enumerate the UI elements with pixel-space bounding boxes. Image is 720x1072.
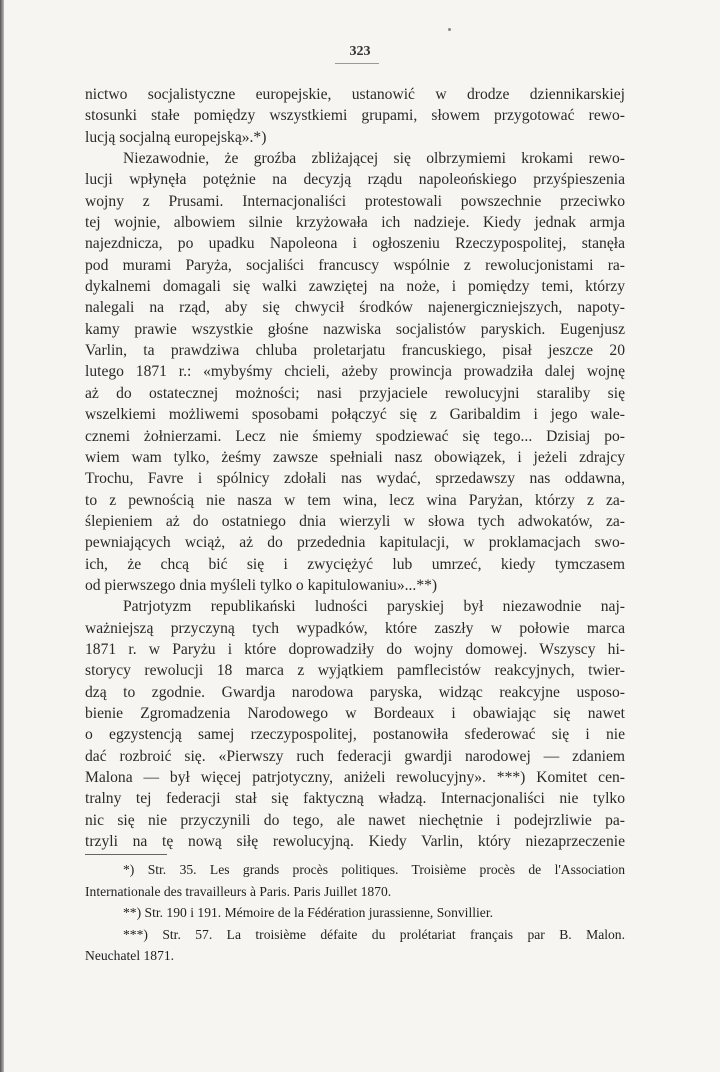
footnote-rule bbox=[85, 854, 167, 855]
text-line: tralny tej federacji stał się faktyczną władzą. Internacjonaliści nie tylko bbox=[85, 790, 625, 808]
text-line: bienie Zgromadzenia Narodowego w Bordeaux i obawiając się nawet bbox=[85, 704, 625, 722]
page-edge-shadow bbox=[0, 0, 4, 1072]
print-speck bbox=[448, 28, 451, 31]
text-line: aż do ostatecznej możności; nasi przyjaciele rewolucyjni staraliby się bbox=[85, 384, 625, 402]
text-line: stosunki stałe pomiędzy wszystkiemi grupami, słowem przygotować rewo- bbox=[85, 107, 625, 125]
text-line: Trochu, Favre i spólnicy zdołali nas wydać, sprzedawszy nas oddawna, bbox=[85, 470, 625, 488]
text-line: trzyli na tę nową siłę rewolucyjną. Kiedy Varlin, który niezaprzeczenie bbox=[85, 833, 625, 851]
text-line: wojny z Prusami. Internacjonaliści protestowali powszechnie przeciwko bbox=[85, 192, 625, 210]
text-line: Niezawodnie, że groźba zbliżającej się olbrzymiemi krokami rewo- bbox=[123, 150, 625, 168]
footnote-line: *) Str. 35. Les grands procès politiques. Troisième procès de l'Association bbox=[123, 862, 625, 877]
text-line: Malona — był więcej patrjotyczny, aniżeli rewolucyjny». ***) Komitet cen- bbox=[85, 769, 625, 786]
text-line: lucji wpłynęła potężnie na decyzją rządu napoleońskiego przyśpieszenia bbox=[85, 171, 625, 189]
footnote-line: ***) Str. 57. La troisième défaite du prolétariat français par B. Malon. bbox=[123, 926, 625, 942]
text-line: pod murami Paryża, socjaliści francuscy wspólnie z rewolucjonistami ra- bbox=[85, 256, 625, 274]
page-number-rule bbox=[335, 63, 379, 64]
text-line: dzą to zgodnie. Gwardja narodowa paryska, widząc reakcyjne usposo- bbox=[85, 683, 625, 701]
text-line: o egzystencją samej rzeczypospolitej, postanowiła sfederować się i nie bbox=[85, 726, 625, 744]
text-line: ważniejszą przyczyną tych wypadków, które zaszły w połowie marca bbox=[85, 619, 625, 637]
text-line: 1871 r. w Paryżu i które doprowadziły do wojny domowej. Wszyscy hi- bbox=[85, 640, 625, 658]
text-line: wszelkiemi możliwemi sposobami połączyć się z Garibaldim i jego wale- bbox=[85, 406, 625, 424]
text-line: wiem wam tylko, żeśmy zawsze spełniali nasz obowiązek, i jeżeli zdrajcy bbox=[85, 448, 625, 466]
text-line: od pierwszego dnia myśleli tylko o kapitulowaniu»...**) bbox=[85, 576, 438, 594]
footnote-line: Neuchatel 1871. bbox=[85, 948, 175, 963]
text-line: lutego 1871 r.: «mybyśmy chcieli, ażeby prowincja prowadziła dalej wojnę bbox=[85, 363, 625, 381]
text-line: pewniających wciąż, aż do przedednia kapitulacji, w proklamacjach swo- bbox=[85, 534, 625, 552]
footnote-line: **) Str. 190 i 191. Mémoire de la Fédération jurassienne, Sonvillier. bbox=[123, 905, 493, 920]
text-line: tej wojnie, albowiem silnie krzyżowała ich nadzieje. Kiedy jednak armja bbox=[85, 214, 625, 232]
text-line: Varlin, ta prawdziwa chluba proletarjatu francuskiego, pisał jeszcze 20 bbox=[85, 342, 625, 360]
text-line: najezdnicza, po upadku Napoleona i ogłoszeniu Rzeczypospolitej, stanęła bbox=[85, 235, 625, 253]
text-line: ślepieniem aż do ostatniego dnia wierzyli w słowa tych adwokatów, za- bbox=[85, 512, 625, 530]
text-line: nictwo socjalistyczne europejskie, ustanowić w drodze dziennikarskiej bbox=[85, 86, 625, 103]
text-line: nalegali na rząd, aby się chwycił środków najenergiczniejszych, napoty- bbox=[85, 299, 625, 317]
text-line: to z pewnością nie nasza w tem wina, lecz wina Paryżan, którzy z za- bbox=[85, 491, 625, 509]
footnotes bbox=[85, 859, 625, 967]
text-line: dykalnemi domagali się walki zawziętej na noże, i pomiędzy temi, którzy bbox=[85, 278, 625, 296]
text-line: nic się nie przyczynili do tego, ale nawet niechętnie i podejrzliwie pa- bbox=[85, 811, 625, 829]
text-line: dać rozbroić się. «Pierwszy ruch federacji gwardji narodowej — zdaniem bbox=[85, 747, 625, 765]
main-text bbox=[85, 84, 625, 852]
text-line: Patrjotyzm republikański ludności paryskiej był niezawodnie naj- bbox=[123, 598, 625, 616]
text-line: cznemi żołnierzami. Lecz nie śmiemy spodziewać się tego... Dzisiaj po- bbox=[85, 427, 625, 445]
text-line: ich, że chcą bić się i zwyciężyć lub umrzeć, kiedy tymczasem bbox=[85, 555, 625, 573]
page-number: 323 bbox=[349, 44, 371, 59]
footnote-line: Internationale des travailleurs à Paris. Paris Juillet 1870. bbox=[85, 883, 392, 899]
text-line: lucją socjalną europejską».*) bbox=[85, 128, 267, 146]
text-line: kamy prawie wszystkie głośne nazwiska socjalistów paryskich. Eugenjusz bbox=[85, 320, 625, 338]
text-line: storycy rewolucji 18 marca z wyjątkiem pamflecistów reakcyjnych, twier- bbox=[85, 662, 625, 680]
